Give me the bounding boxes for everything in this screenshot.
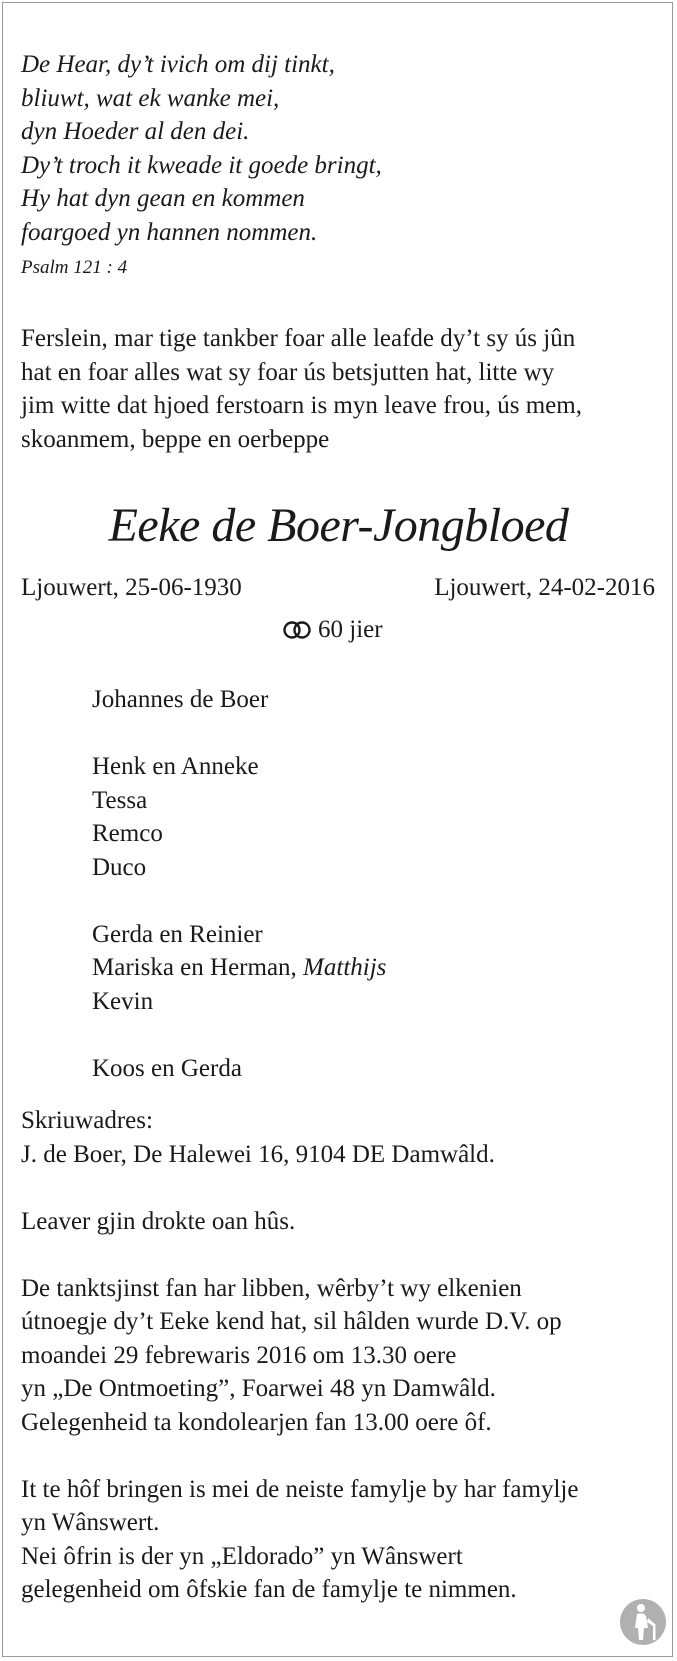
birth-date: Ljouwert, 25-06-1930: [21, 574, 242, 601]
burial-line: gelegenheid om ôfskie fan de famylje te nimmen.: [21, 1576, 517, 1603]
poem-line: bliuwt, wat ek wanke mei,: [21, 84, 280, 112]
no-visits-note: Leaver gjin drokte oan hûs.: [21, 1207, 296, 1235]
poem-line: Hy hat dyn gean en kommen: [21, 185, 305, 212]
service-line: yn „De Ontmoeting”, Foarwei 48 yn Damwâld.: [21, 1375, 496, 1402]
family-member: Duco: [92, 853, 147, 881]
service-line: De tanktsjinst fan har libben, wêrby’t wy elkenien: [21, 1274, 522, 1302]
family-member: Tessa: [92, 786, 148, 814]
wedding-rings-icon: [282, 620, 312, 640]
notice-footer: [21, 1104, 661, 1607]
deceased-name: Eeke de Boer-Jongbloed: [108, 499, 569, 552]
burial-line: Nei ôfrin is der yn „Eldorado” yn Wânswert: [21, 1542, 463, 1570]
intro-text: [21, 322, 646, 456]
life-dates: [21, 574, 655, 602]
great-grandchild-name: Matthijs: [303, 954, 387, 981]
service-line: Gelegenheid ta kondolearjen fan 13.00 oere ôf.: [21, 1408, 492, 1436]
intro-line: skoanmem, beppe en oerbeppe: [21, 425, 330, 453]
family-member: Remco: [92, 820, 163, 847]
service-line: útnoegje dy’t Eeke kend hat, sil hâlden wurde D.V. op: [21, 1308, 562, 1335]
burial-line: yn Wânswert.: [21, 1509, 160, 1536]
death-date: Ljouwert, 24-02-2016: [434, 574, 655, 601]
burial-line: It te hôf bringen is mei de neiste famylje by har famylje: [21, 1475, 579, 1503]
poem-line: Dy’t troch it kweade it goede bringt,: [21, 151, 382, 179]
family-member: Kevin: [92, 987, 154, 1015]
spouse-name: Johannes de Boer: [92, 686, 269, 713]
address: J. de Boer, De Halewei 16, 9104 DE Damwâld.: [21, 1140, 495, 1168]
family-list: [92, 683, 386, 1085]
family-member: Henk en Anneke: [92, 753, 259, 780]
family-member: Gerda en Reinier: [92, 920, 263, 948]
intro-line: Ferslein, mar tige tankber foar alle leafde dy’t sy ús jûn: [21, 325, 576, 352]
family-member: Koos en Gerda: [92, 1054, 242, 1082]
family-member: [92, 951, 386, 985]
poem: [21, 48, 382, 249]
service-line: moandei 29 febrewaris 2016 om 13.30 oere: [21, 1341, 457, 1369]
intro-line: hat en foar alles wat sy foar ús betsjutten hat, litte wy: [21, 358, 555, 386]
marriage-years: 60 jier: [318, 616, 383, 643]
poem-line: dyn Hoeder al den dei.: [21, 118, 250, 145]
marriage-duration: [282, 616, 383, 644]
family-member-names: Mariska en Herman,: [92, 954, 304, 981]
psalm-reference: Psalm 121 : 4: [21, 257, 128, 278]
memorial-logo-icon: [619, 1598, 667, 1646]
poem-line: De Hear, dy’t ivich om dij tinkt,: [21, 51, 335, 78]
poem-line: foargoed yn hannen nommen.: [21, 218, 318, 246]
address-label: Skriuwadres:: [21, 1107, 153, 1134]
intro-line: jim witte dat hjoed ferstoarn is myn leave frou, ús mem,: [21, 392, 582, 419]
